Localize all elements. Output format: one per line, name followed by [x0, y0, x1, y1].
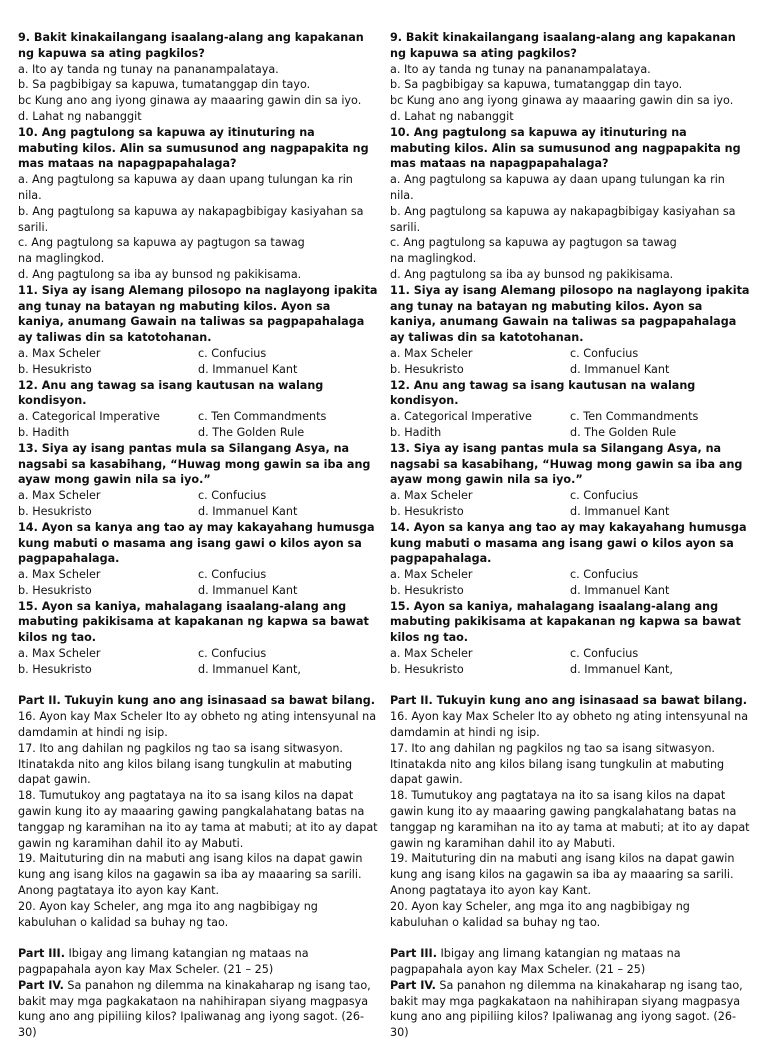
item-16: 16. Ayon kay Max Scheler Ito ay obheto ng ating intensyunal na damdamin at hindi ng isip.	[18, 710, 377, 740]
q14-choices-row2	[18, 583, 378, 599]
q14-choice-c: c. Confucius	[198, 568, 267, 582]
q11-choice-a: a. Max Scheler	[390, 346, 473, 360]
right-column	[390, 30, 750, 1041]
q15-choice-c: c. Confucius	[198, 647, 267, 661]
q12-choice-a: a. Categorical Imperative	[390, 410, 532, 424]
q15-choices-row1	[18, 646, 378, 662]
section-gap	[390, 678, 750, 694]
q13-choice-a: a. Max Scheler	[390, 489, 473, 503]
q10-choice-d: d. Ang pagtulong sa iba ay bunsod ng pakikisama.	[390, 267, 674, 281]
part3-label: Part III.	[390, 947, 437, 961]
q12-choice-b: b. Hadith	[18, 425, 70, 439]
q11-stem: 11. Siya ay isang Alemang pilosopo na naglayong ipakita ang tunay na batayan ng mabuting kilos. Ayon sa kaniya, anumang Gawain na taliwas sa pagpapahalaga ay taliwas din sa katotohanan.	[18, 283, 378, 345]
q15-choice-c: c. Confucius	[570, 647, 639, 661]
q10-choice-d: d. Ang pagtulong sa iba ay bunsod ng pakikisama.	[18, 267, 302, 281]
part3	[390, 946, 750, 978]
part4-label: Part IV.	[18, 978, 64, 992]
q11-choice-d: d. Immanuel Kant	[570, 362, 670, 376]
part3-text: Ibigay ang limang katangian ng mataas na pagpapahala ayon kay Max Scheler. (21 – 25)	[18, 947, 309, 977]
q12-choice-d: d. The Golden Rule	[198, 425, 305, 439]
q12-stem: 12. Anu ang tawag sa isang kautusan na walang kondisyon.	[390, 378, 696, 408]
q11-choice-d: d. Immanuel Kant	[198, 362, 298, 376]
q15-stem: 15. Ayon sa kaniya, mahalagang isaalang-alang ang mabuting pakikisama at kapakanan ng kapwa sa bawat kilos ng tao.	[18, 599, 369, 645]
q9-choice-d: d. Lahat ng nabanggit	[390, 109, 514, 123]
q10-stem: 10. Ang pagtulong sa kapuwa ay itinuturing na mabuting kilos. Alin sa sumusunod ang nagpapakita ng mas mataas na napagpapahalaga?	[18, 125, 369, 171]
q13-choices-row2	[390, 504, 750, 520]
q15-choice-b: b. Hesukristo	[18, 662, 92, 676]
q11-stem: 11. Siya ay isang Alemang pilosopo na naglayong ipakita ang tunay na batayan ng mabuting kilos. Ayon sa kaniya, anumang Gawain na taliwas sa pagpapahalaga ay taliwas din sa katotohanan.	[390, 283, 750, 345]
item-17: 17. Ito ang dahilan ng pagkilos ng tao sa isang sitwasyon. Itinatakda nito ang kilos bilang isang tungkulin at mabuting dapat gawin.	[390, 741, 725, 787]
q13-stem: 13. Siya ay isang pantas mula sa Silangang Asya, na nagsabi sa kasabihang, “Huwag mong gawin sa iba ang ayaw mong gawin nila sa iyo.”	[390, 441, 743, 487]
q11-choice-b: b. Hesukristo	[18, 362, 92, 376]
q9-choice-d: d. Lahat ng nabanggit	[18, 109, 142, 123]
part3	[18, 946, 378, 978]
q13-choice-d: d. Immanuel Kant	[198, 504, 298, 518]
item-19: 19. Maituturing din na mabuti ang isang kilos na dapat gawin kung ang isang kilos na gagawin sa iba ay maaaring sa sarili. Anong pagtataya ito ayon kay Kant.	[390, 852, 735, 898]
q14-choice-d: d. Immanuel Kant	[198, 583, 298, 597]
q14-choice-d: d. Immanuel Kant	[570, 583, 670, 597]
q9-choice-a: a. Ito ay tanda ng tunay na pananampalataya.	[18, 62, 279, 76]
q12-choice-c: c. Ten Commandments	[198, 410, 327, 424]
q9-choice-b: b. Sa pagbibigay sa kapuwa, tumatanggap din tayo.	[390, 78, 683, 92]
item-17: 17. Ito ang dahilan ng pagkilos ng tao sa isang sitwasyon. Itinatakda nito ang kilos bilang isang tungkulin at mabuting dapat gawin.	[18, 741, 353, 787]
q11-choice-a: a. Max Scheler	[18, 346, 101, 360]
part3-label: Part III.	[18, 947, 65, 961]
item-18: 18. Tumutukoy ang pagtataya na ito sa isang kilos na dapat gawin kung ito ay maaaring gawing pangkalahatang batas na tanggap ng karamihan na ito ay tama at mabuti; at ito ay dapat gawin ng karamihan dahil ito ay Mabuti.	[18, 789, 378, 850]
q12-choice-c: c. Ten Commandments	[570, 410, 699, 424]
q10-choice-c-cont: na maglingkod.	[390, 252, 477, 266]
q10-choice-b: b. Ang pagtulong sa kapuwa ay nakapagbibigay kasiyahan sa sarili.	[390, 204, 736, 234]
q13-choices-row1	[18, 488, 378, 504]
q10-choice-c: c. Ang pagtulong sa kapuwa ay pagtugon sa tawag	[18, 236, 305, 250]
q13-choice-a: a. Max Scheler	[18, 489, 101, 503]
q12-choice-b: b. Hadith	[390, 425, 442, 439]
item-19: 19. Maituturing din na mabuti ang isang kilos na dapat gawin kung ang isang kilos na gagawin sa iba ay maaaring sa sarili. Anong pagtataya ito ayon kay Kant.	[18, 852, 363, 898]
q11-choice-b: b. Hesukristo	[390, 362, 464, 376]
section-gap	[18, 678, 378, 694]
q15-choices-row2	[18, 662, 378, 678]
q14-choice-a: a. Max Scheler	[18, 568, 101, 582]
part4-text: Sa panahon ng dilemma na kinakaharap ng isang tao, bakit may mga pagkakataon na nahihirapan siyang magpasya kung ano ang pipiliing kilos? Ipaliwanag ang iyong sagot. (26-30)	[18, 978, 371, 1040]
left-column	[18, 30, 378, 1041]
q9-choice-c: bc Kung ano ang iyong ginawa ay maaaring gawin din sa iyo.	[18, 94, 362, 108]
q14-choice-b: b. Hesukristo	[18, 583, 92, 597]
q12-choices-row1	[390, 409, 750, 425]
q15-choices-row1	[390, 646, 750, 662]
part3-text: Ibigay ang limang katangian ng mataas na pagpapahala ayon kay Max Scheler. (21 – 25)	[390, 947, 681, 977]
q14-choice-b: b. Hesukristo	[390, 583, 464, 597]
q14-choice-c: c. Confucius	[570, 568, 639, 582]
q13-choices-row1	[390, 488, 750, 504]
q9-stem: 9. Bakit kinakailangang isaalang-alang ang kapakanan ng kapuwa sa ating pagkilos?	[390, 31, 736, 60]
q13-stem: 13. Siya ay isang pantas mula sa Silangang Asya, na nagsabi sa kasabihang, “Huwag mong gawin sa iba ang ayaw mong gawin nila sa iyo.”	[18, 441, 371, 487]
q11-choices-row1	[390, 346, 750, 362]
part4	[18, 978, 378, 1041]
q11-choices-row2	[18, 362, 378, 378]
item-20: 20. Ayon kay Scheler, ang mga ito ang nagbibigay ng kabuluhan o kalidad sa buhay ng tao.	[18, 899, 318, 929]
q13-choice-b: b. Hesukristo	[18, 504, 92, 518]
q13-choice-c: c. Confucius	[570, 489, 639, 503]
q15-choice-b: b. Hesukristo	[390, 662, 464, 676]
q10-stem: 10. Ang pagtulong sa kapuwa ay itinuturing na mabuting kilos. Alin sa sumusunod ang nagpapakita ng mas mataas na napagpapahalaga?	[390, 125, 741, 171]
q11-choices-row1	[18, 346, 378, 362]
q10-choice-a: a. Ang pagtulong sa kapuwa ay daan upang tulungan ka rin nila.	[18, 173, 353, 202]
section-gap	[18, 930, 378, 946]
q14-choices-row2	[390, 583, 750, 599]
part4-text: Sa panahon ng dilemma na kinakaharap ng isang tao, bakit may mga pagkakataon na nahihirapan siyang magpasya kung ano ang pipiliing kilos? Ipaliwanag ang iyong sagot. (26-30)	[390, 978, 743, 1040]
q15-choice-d: d. Immanuel Kant,	[570, 662, 673, 676]
q12-choice-a: a. Categorical Imperative	[18, 410, 160, 424]
q10-choice-c-cont: na maglingkod.	[18, 252, 105, 266]
item-18: 18. Tumutukoy ang pagtataya na ito sa isang kilos na dapat gawin kung ito ay maaaring gawing pangkalahatang batas na tanggap ng karamihan na ito ay tama at mabuti; at ito ay dapat gawin ng karamihan dahil ito ay Mabuti.	[390, 789, 750, 850]
q13-choice-d: d. Immanuel Kant	[570, 504, 670, 518]
q13-choice-b: b. Hesukristo	[390, 504, 464, 518]
q12-stem: 12. Anu ang tawag sa isang kautusan na walang kondisyon.	[18, 378, 324, 408]
part2-heading: Part II. Tukuyin kung ano ang isinasaad sa bawat bilang.	[18, 694, 375, 708]
part4	[390, 978, 750, 1041]
q15-choices-row2	[390, 662, 750, 678]
item-20: 20. Ayon kay Scheler, ang mga ito ang nagbibigay ng kabuluhan o kalidad sa buhay ng tao.	[390, 899, 690, 929]
q15-choice-a: a. Max Scheler	[390, 647, 473, 661]
q10-choice-c: c. Ang pagtulong sa kapuwa ay pagtugon sa tawag	[390, 236, 677, 250]
q14-choices-row1	[18, 567, 378, 583]
section-gap	[390, 930, 750, 946]
q9-choice-b: b. Sa pagbibigay sa kapuwa, tumatanggap din tayo.	[18, 78, 311, 92]
q14-stem: 14. Ayon sa kanya ang tao ay may kakayahang humusga kung mabuti o masama ang isang gawi o kilos ayon sa pagpapahalaga.	[18, 520, 375, 566]
q13-choice-c: c. Confucius	[198, 489, 267, 503]
q11-choice-c: c. Confucius	[198, 346, 267, 360]
q14-choice-a: a. Max Scheler	[390, 568, 473, 582]
q11-choice-c: c. Confucius	[570, 346, 639, 360]
q9-choice-a: a. Ito ay tanda ng tunay na pananampalataya.	[390, 62, 651, 76]
q9-choice-c: bc Kung ano ang iyong ginawa ay maaaring gawin din sa iyo.	[390, 94, 734, 108]
q11-choices-row2	[390, 362, 750, 378]
q13-choices-row2	[18, 504, 378, 520]
q9-stem: 9. Bakit kinakailangang isaalang-alang ang kapakanan ng kapuwa sa ating pagkilos?	[18, 31, 364, 60]
q14-choices-row1	[390, 567, 750, 583]
q10-choice-b: b. Ang pagtulong sa kapuwa ay nakapagbibigay kasiyahan sa sarili.	[18, 204, 364, 234]
part4-label: Part IV.	[390, 978, 436, 992]
q12-choices-row1	[18, 409, 378, 425]
q12-choice-d: d. The Golden Rule	[570, 425, 677, 439]
q10-choice-a: a. Ang pagtulong sa kapuwa ay daan upang tulungan ka rin nila.	[390, 173, 725, 202]
q15-choice-d: d. Immanuel Kant,	[198, 662, 301, 676]
q15-choice-a: a. Max Scheler	[18, 647, 101, 661]
item-16: 16. Ayon kay Max Scheler Ito ay obheto ng ating intensyunal na damdamin at hindi ng isip.	[390, 710, 749, 740]
part2-heading: Part II. Tukuyin kung ano ang isinasaad sa bawat bilang.	[390, 694, 747, 708]
q14-stem: 14. Ayon sa kanya ang tao ay may kakayahang humusga kung mabuti o masama ang isang gawi o kilos ayon sa pagpapahalaga.	[390, 520, 747, 566]
q15-stem: 15. Ayon sa kaniya, mahalagang isaalang-alang ang mabuting pakikisama at kapakanan ng kapwa sa bawat kilos ng tao.	[390, 599, 741, 645]
q12-choices-row2	[390, 425, 750, 441]
q12-choices-row2	[18, 425, 378, 441]
